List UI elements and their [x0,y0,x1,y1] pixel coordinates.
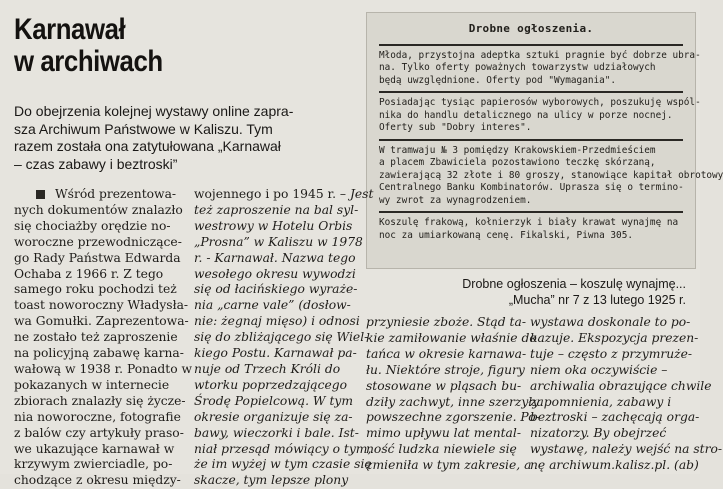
body-line: archiwalia obrazujące chwile [530,378,712,393]
clipping-ad [379,44,701,92]
ad-line: W tramwaju № 3 pomiędzy Krakowskiem-Przedmieściem [379,144,656,156]
body-line: skacze, tym lepsze plony [194,473,349,488]
body-line: niem oka oczywiście – [530,362,668,377]
lead-line: razem została ona zatytułowana „Karnawał [14,138,281,154]
lead-paragraph [14,103,350,173]
body-line: powszechne zgorszenie. Po- [366,410,540,425]
ad-line: Młoda, przystojna adeptka sztuki pragnie być dobrze ubra- [379,49,701,61]
caption-line: Drobne ogłoszenia – koszulę wynajmę... [462,277,686,291]
body-line: we ukazujące karnawał w [14,441,175,456]
body-line: wojennego i po 1945 r. – Jest [194,187,374,201]
ad-line: nika do handlu detalicznego na ulicy w porze nocnej. [379,109,673,121]
body-line: Wśród prezentowa- [14,187,186,203]
body-line: Ochaba z 1966 r. Z tego [14,266,164,281]
clipping-caption [462,276,686,308]
body-line: westrowy w Hotelu Orbis [194,218,353,233]
body-line: wystawa doskonale to po- [530,315,691,329]
body-line: łu. Niektóre stroje, figury [366,362,525,377]
ad-line: Oferty sub "Dobry interes". [379,122,532,133]
body-line: nia „carne vale” (dosłow- [194,298,351,313]
body-line: wa Gomułki. Zaprezentowa- [14,314,189,329]
body-line: bawy, wieczorki i bale. Ist- [194,425,359,440]
body-line: że im wyżej w tym czasie się [194,457,372,472]
body-line: chodzące z okresu między- [14,473,181,488]
body-line: wałową w 1938 r. Ponadto w [14,361,193,376]
body-line: też zaproszenie na bal syl- [194,202,359,217]
body-line: go Rady Państwa Edwarda [14,250,181,265]
body-line: kazuje. Ekspozycja prezen- [530,330,699,345]
body-line: samego roku pochodzi też [14,282,177,297]
paragraph-square-icon [36,190,45,199]
body-line: pokazanych w internecie [14,377,170,392]
ad-line: wy zwrot za wynagrodzeniem. [379,194,532,206]
clipping-ad [379,211,683,246]
body-line: mimo upływu lat mental- [366,426,521,441]
caption-line: „Mucha” nr 7 z 13 lutego 1925 r. [508,293,686,307]
headline-line-1: Karnawał [14,13,126,46]
body-line: stosowane w pląsach bu- [366,378,522,393]
lead-line: Do obejrzenia kolejnej wystawy online zapra- [14,103,294,119]
headline [14,14,212,78]
body-line: toast noworoczny Władysła- [14,298,189,313]
body-line: ność ludzka niewiele się [366,442,517,457]
archival-clipping [366,12,723,269]
body-line: się od łacińskiego wyraże- [194,282,358,297]
body-line: tańca w okresie karnawa- [366,346,527,361]
ad-line: na. Tylko oferty poważnych towarzystw udziałowych [379,62,656,73]
ad-line: noc za umiarkowaną cenę. Fikalski, Piwna 305. [379,229,633,241]
lead-line: – czas zabawy i beztroski” [14,155,178,172]
body-line: ne zostało też zaproszenie [14,330,178,345]
body-line: tuje – często z przymruże- [530,346,693,361]
body-column-3 [366,315,540,474]
body-line: woroczne przewodniczące- [14,234,182,249]
body-line: kie zamiłowanie właśnie do [366,330,537,345]
body-line: na policyjną zabawę karna- [14,346,184,361]
body-line: r. - Karnawał. Nazwa tego [194,250,356,265]
body-line: z balów czy artykuły praso- [14,425,184,440]
ad-line: a placem Zbawiciela pozostawiono teczkę skórzaną, [379,157,656,168]
body-line: wtorku poprzedzającego [194,377,348,392]
body-column-4 [530,315,723,474]
body-line: krzywym zwierciadle, po- [14,457,173,472]
body-line: nych dokumentów znalazło [14,202,183,217]
body-line: „Prosna” w Kaliszu w 1978 [194,234,363,249]
body-line: zapomnienia, zabawy i [530,394,672,409]
body-line: nizatorzy. By obejrzeć [530,426,667,441]
body-line: nia noworoczne, fotografie [14,409,181,424]
body-line: zmieniła w tym zakresie, a [366,458,532,473]
body-line: przyniesie zboże. Stąd ta- [366,315,526,329]
clipping-ad [379,139,723,212]
body-column-2 [194,187,374,489]
body-line: nę archiwum.kalisz.pl. (ab) [530,458,699,473]
body-line: Środę Popielcową. W tym [194,393,354,408]
ad-line: zawierającą 32 złote i 80 groszy, stanowiące kapitał obrotowy [379,169,723,181]
body-line: się chociażby orędzie no- [14,218,171,233]
body-line: nie: żegnaj mięso) i odnosi [194,314,360,329]
body-line: okresie organizuje się za- [194,409,353,424]
body-line: wesołego okresu wywodzi [194,266,356,281]
body-line: zbiorach znalazły się życze- [14,393,186,408]
body-line: dziły zachwyt, inne szerzyły [366,394,540,409]
ad-line: Koszulę frakową, kołnierzyk i biały krawat wynajmę na [379,217,679,228]
lead-line: sza Archiwum Państwowe w Kaliszu. Tym [14,120,273,137]
ad-line: Centralnego Banku Kombinatorów. Uprasza się o termino- [379,182,684,193]
body-line: kiego Postu. Karnawał pa- [194,346,357,361]
body-line: beztroski – zachęcają orga- [530,410,700,425]
clipping-ad [379,91,701,139]
clipping-title: Drobne ogłoszenia. [468,22,594,35]
body-line: się do zbliżającego się Wiel- [194,330,369,345]
body-line: niał przesąd mówiący o tym, [194,441,372,456]
ad-line: będą uwzględnione. Oferty pod "Wymagania". [379,74,617,86]
body-line: wystawę, należy wejść na stro- [530,442,723,457]
body-line: nuje od Trzech Króli do [194,361,341,376]
headline-line-2: w archiwach [14,45,163,78]
ad-line: Posiadając tysiąc papierosów wyborowych, poszukuję wspól- [379,97,701,108]
body-column-1 [14,187,193,489]
